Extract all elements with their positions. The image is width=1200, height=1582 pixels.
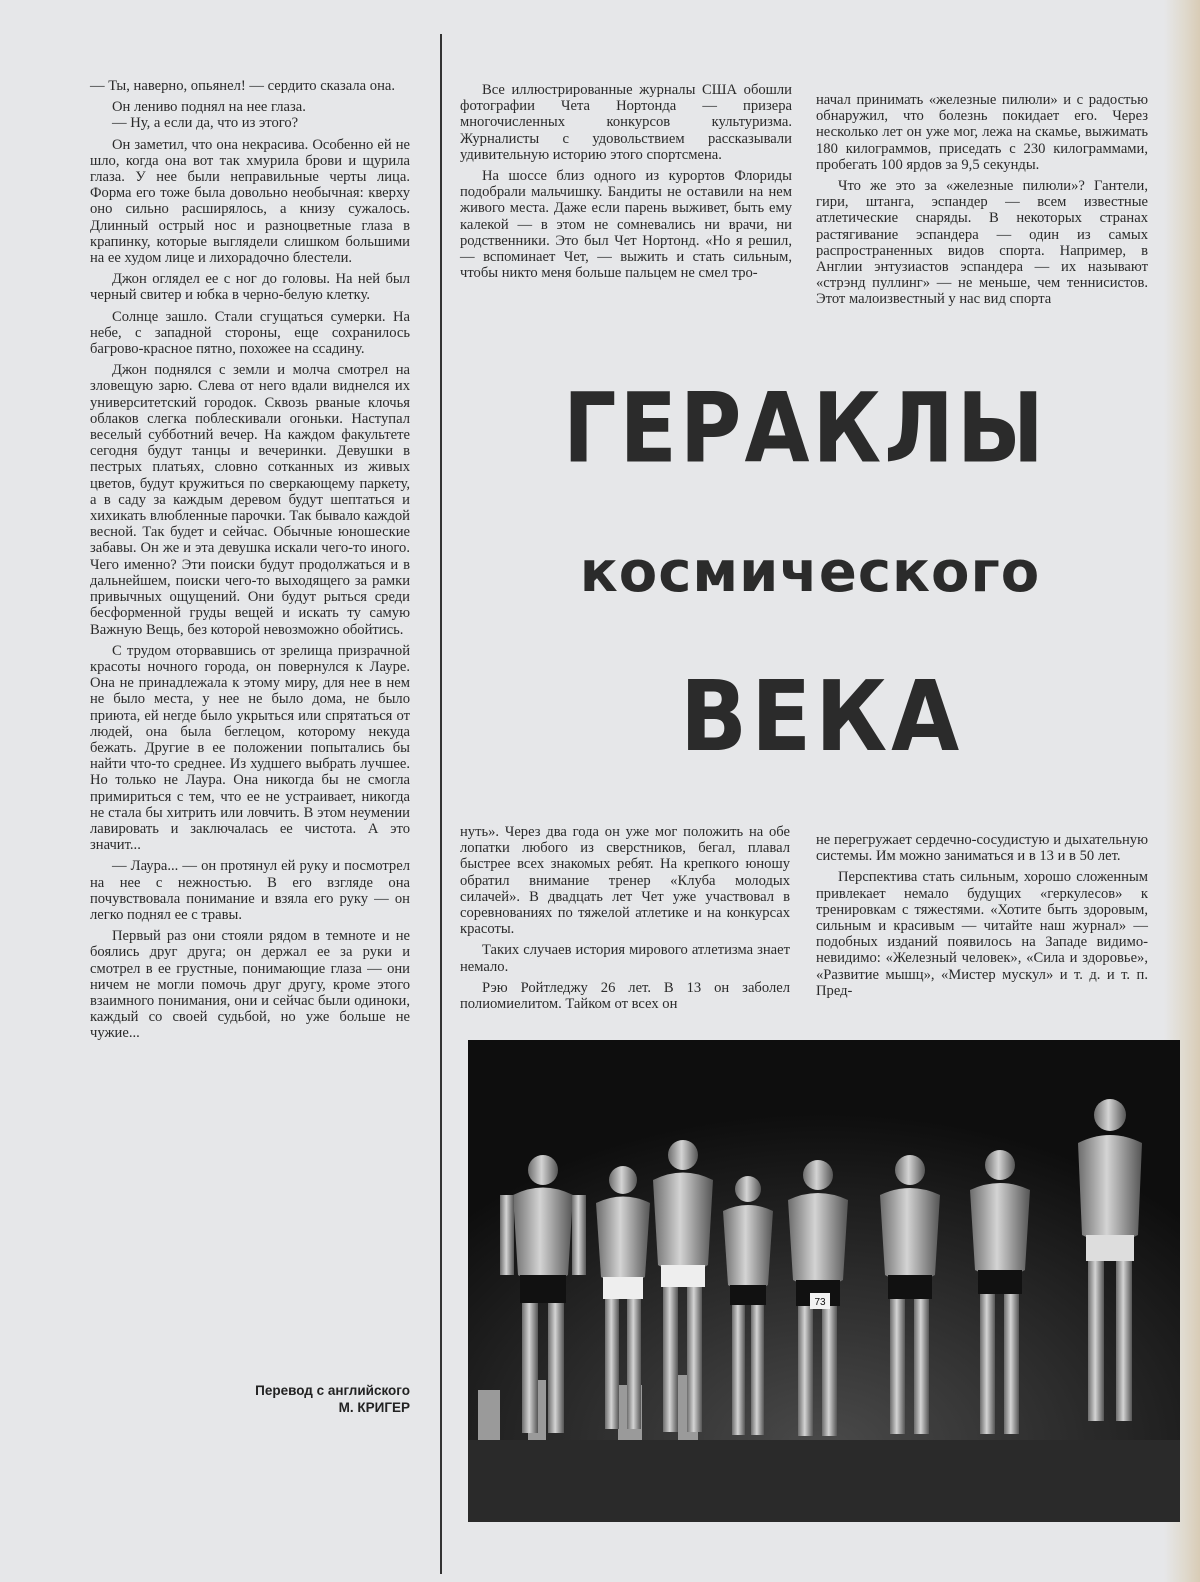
credit-line: Перевод с английского <box>255 1383 410 1398</box>
translation-credit <box>200 1382 410 1416</box>
article-column-top-right <box>816 92 1148 313</box>
headline-line-2: космического <box>579 540 1041 605</box>
story-paragraph: Солнце зашло. Стали сгущаться сумерки. На небе, с западной стороны, еще сохранилось багрово-красное пятно, похожее на ссадину. <box>90 308 410 358</box>
headline-line-3: ВЕКА <box>680 660 964 774</box>
article-paragraph: Таких случаев история мирового атлетизма знает немало. <box>460 942 790 975</box>
article-paragraph: На шоссе близ одного из курортов Флориды подобрали мальчишку. Бандиты не оставили на нем живого места. Даже если парень выживет, быть ему калекой — в этом не сомневались ни врачи, ни родственники. Это был Чет Нортонд. «Но я решил, — вспоминает Чет, — выжить и стать сильным, чтобы никто меня больше пальцем не смел тро- <box>460 168 792 282</box>
story-paragraph: Первый раз они стояли рядом в темноте и не боялись друг друга; он держал ее за руки и смотрел в ее грустные, понимающие глаза — они ничем не могли помочь друг другу, кроме этого взаимного понимания, они и сейчас были одиноки, каждый со своей судьбой, но уже больше не чужие... <box>90 928 410 1042</box>
story-paragraph: — Ну, а если да, что из этого? <box>112 115 299 132</box>
story-column <box>90 78 410 1047</box>
article-paragraph: Все иллюстрированные журналы США обошли фотографии Чета Нортонда — призера многочисленных конкурсов культуризма. Журналисты с удовольствием рассказывали удивительную историю этого спортсмена. <box>460 82 792 163</box>
contestant-number-tag <box>810 1293 830 1309</box>
story-paragraph: Джон поднялся с земли и молча смотрел на зловещую зарю. Слева от него вдали виднелся их университетский городок. Сквозь рваные клочья облаков слегка поблескивали огоньки. Наступал веселый субботний вечер. На каждом факультете сегодня будут танцы и вечеринки. Девушки в пестрых платьях, словно сотканных из живых цветов, будут кружиться по сверкающему паркету, а в саду за каждым деревом будут шептаться и хихикать влюбленные парочки. Так бывало каждой весной. Так будет и сейчас. Обычные юношеские забавы. Он же и эта девушка искали чего-то иного. Чего именно? Эти поиски будут продолжаться и в дальнейшем, поиски чего-то выходящего за рамки привычных ощущений. Они будут рыться среди бесформенной груды вещей и искать ту самую Важную Вещь, без которой невозможно обойтись. <box>90 362 410 638</box>
story-paragraph: Джон оглядел ее с ног до головы. На ней был черный свитер и юбка в черно-белую клетку. <box>90 271 410 304</box>
article-column-bottom-right <box>816 832 1148 1004</box>
story-paragraph: С трудом оторвавшись от зрелища призрачной красоты ночного города, он повернулся к Лауре. Она не принадлежала к этому миру, для нее в нем не было места, у нее не было дома, не было приюта, ей негде было укрыться или спрятаться от людей, она была беглецом, которому некуда бежать. Другие в ее положении попытались бы найти что-то среднее. Из худшего выбрать лучшее. Но только не Лаура. Она никогда бы не смогла примириться с тем, что ее не устраивает, никогда не стала бы хитрить или ловчить. В этом неумении лавировать и заключалась ее чистота. А это значит... <box>90 642 410 854</box>
story-paragraph: — Ты, наверно, опьянел! — сердито сказала она. <box>90 78 396 94</box>
article-column-bottom-middle <box>460 824 790 1017</box>
story-paragraph: — Лаура... — он протянул ей руку и посмотрел на нее с нежностью. В его взгляде она почувствовала понимание и взяла его руку — он легко поднял ее с травы. <box>90 858 410 923</box>
bodybuilders-photo <box>468 1040 1180 1522</box>
translator-name: М. КРИГЕР <box>338 1400 410 1415</box>
article-paragraph: не перегружает сердечно-сосудистую и дыхательную системы. Им можно заниматься и в 13 и в 50 лет. <box>816 832 1148 865</box>
article-paragraph: нуть». Через два года он уже мог положить на обе лопатки любого из сверстников, бегал, плавал быстрее всех знакомых ребят. На крепкого юношу обратил внимание тренер «Клуба молодых силачей». В двадцать лет Чет уже участвовал в соревнованиях по тяжелой атлетике и на конкурсах красоты. <box>460 824 790 938</box>
headline-line-1: ГЕРАКЛЫ <box>563 372 1047 485</box>
bodybuilders-photo-illustration <box>468 1040 1180 1522</box>
number-tag-text: 73 <box>814 1297 826 1308</box>
story-paragraph: Он заметил, что она некрасива. Особенно ей не шло, когда она вот так хмурила брови и щурила глаза. У нее были неправильные черты лица. Форма его тоже была довольно необычная: кверху оно сильно расширялось, а книзу сужалось. Длинный острый нос и разноцветные глаза в крапинку, которые выглядели слишком большими на ее худом лице и лихорадочно блестели. <box>90 136 410 267</box>
column-divider <box>440 34 442 1574</box>
article-paragraph: Что же это за «железные пилюли»? Гантели, гири, штанга, эспандер — всем известные атлетические снаряды. В некоторых странах растягивание эспандера — один из самых распространенных видов спорта. Например, в Англии энтузиастов эспандера — их называют «стрэнд пуллинг» — не меньше, чем теннисистов. Этот малоизвестный у нас вид спорта <box>816 178 1148 308</box>
story-paragraph: Он лениво поднял на нее глаза. <box>112 99 306 116</box>
article-paragraph: Перспектива стать сильным, хорошо сложенным привлекает немало будущих «геркулесов» к тренировкам с тяжестями. «Хотите быть здоровым, сильным и красивым — читайте наш журнал» — подобных изданий появилось на Западе видимо-невидимо: «Железный человек», «Сила и здоровье», «Развитие мышц», «Мистер мускул» и т. д. и т. п. Пред- <box>816 869 1148 999</box>
article-column-top-middle <box>460 82 792 286</box>
article-paragraph: начал принимать «железные пилюли» и с радостью обнаружил, что болезнь покидает его. Через несколько лет он уже мог, лежа на скамье, выжимать 180 килограммов, приседать с 230 килограммами, пробегать 100 ярдов за 9,5 секунды. <box>816 92 1148 173</box>
article-paragraph: Рэю Ройтледжу 26 лет. В 13 он заболел полиомиелитом. Тайком от всех он <box>460 979 790 1013</box>
